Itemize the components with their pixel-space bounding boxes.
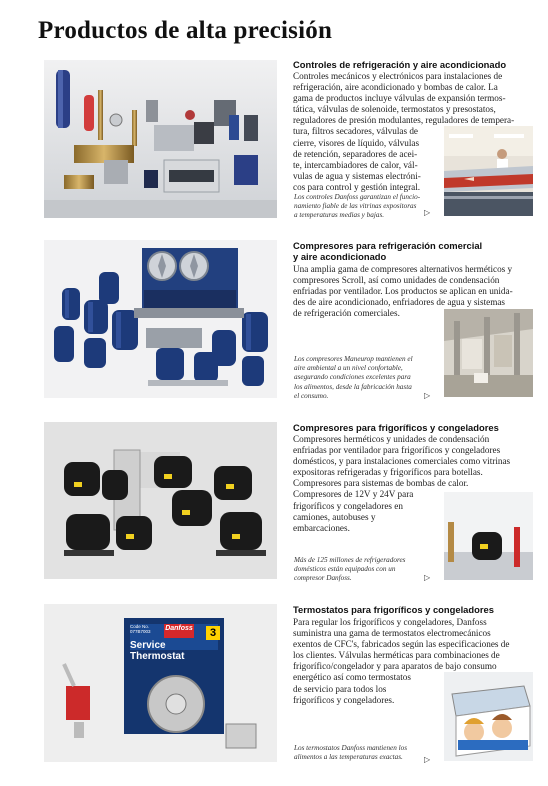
caption-line: Los termostatos Danfoss mantienen los [294, 744, 408, 752]
display-case-photo [444, 126, 533, 216]
body-line: te, intercambiadores de calor, vál- [293, 159, 418, 170]
package-brand-logo: Danfoss [165, 625, 193, 632]
body-line: energético así como termostatos [293, 672, 411, 683]
body-line: cos para control y gestión integral. [293, 181, 421, 192]
package-title: Service Thermostat [130, 640, 185, 662]
section-3-arrow-icon: ▷ [424, 573, 431, 582]
body-line: de refrigeración comerciales. [293, 308, 400, 319]
body-line: los clientes. Válvulas herméticas para combinaciones de [293, 650, 500, 661]
caption-line: aire ambiental a un nivel confortable, [294, 364, 403, 373]
package-code: Code No. 077B7003 [130, 624, 151, 634]
body-line: cierre, visores de líquido, válvulas [293, 137, 420, 148]
body-line: refrigeración, aire acondicionado y bombas de calor. La [293, 82, 498, 93]
body-line: gama de productos incluye válvulas de expansión termos- [293, 93, 506, 104]
section-2-heading [293, 240, 538, 262]
section-1-heading: Controles de refrigeración y aire acondicionado [293, 59, 507, 70]
body-line: enfriadas por ventilador para frigoríficos y congeladores [293, 445, 501, 456]
body-line: Compresores para sistemas de bombas de calor. [293, 478, 469, 489]
body-line: exentos de CFC's, fabricados según las especificaciones de [293, 639, 510, 650]
page-title: Productos de alta precisión [38, 17, 333, 44]
caption-line: domésticos están equipados con un [294, 565, 396, 574]
body-line: enfriadas por ventilador. Los productos se aplican en unida- [293, 286, 513, 297]
body-line: des de aire acondicionado, enfriadores de agua y sistemas [293, 297, 505, 308]
body-line: tática, válvulas de solenoide, termostatos y presostatos, [293, 104, 496, 115]
body-line: frigoríficos y congeladores en [293, 500, 403, 511]
household-compressors-photo [44, 422, 277, 579]
body-line: Para regular los frigoríficos y congeladores, Danfoss [293, 617, 487, 627]
body-line: de servicio para todos los [293, 683, 387, 694]
body-line: expositoras refrigeradas y frigoríficos para botellas. [293, 467, 483, 478]
body-line: domésticos, y para instalaciones comerciales como vitrinas [293, 456, 511, 467]
body-line: frigorífico/congelador y para aparatos de bajo consumo [293, 661, 497, 672]
section-4-caption [294, 744, 407, 762]
body-line: Controles mecánicos y electrónicos para instalaciones de [293, 71, 503, 81]
section-4-arrow-icon: ▷ [424, 755, 431, 764]
thermostats-photo [44, 604, 277, 762]
section-2-heading-text: Compresores para refrigeración comercial y aire acondicionado [293, 240, 483, 262]
body-line: frigoríficos y congeladores. [293, 694, 395, 705]
body-line: de retención, separadores de acei- [293, 148, 418, 159]
body-line: tura, filtros secadores, válvulas de [293, 126, 419, 137]
body-line: vulas de agua y sistemas electróni- [293, 170, 421, 181]
body-line: reguladores de presión modulantes, reguladores de tempera- [293, 115, 515, 126]
caption-line: Los compresores Maneurop mantienen el [294, 355, 413, 363]
caption-line: el consumo. [294, 391, 329, 400]
body-line: compresores Scroll, así como unidades de condensación [293, 275, 500, 286]
section-1-caption [294, 193, 420, 221]
section-1-arrow-icon: ▷ [424, 208, 431, 217]
caption-line: asegurando condiciones excelentes para [294, 373, 411, 382]
compressor-closeup-photo [444, 492, 533, 580]
body-line: suministra una gama de termostatos electromecánicos [293, 628, 491, 639]
commercial-compressors-photo [44, 240, 277, 398]
refrigeration-controls-photo [44, 60, 277, 218]
body-line: Compresores de 12V y 24V para [293, 489, 414, 500]
section-3-heading: Compresores para frigoríficos y congeladores [293, 422, 499, 433]
caption-line: Los controles Danfoss garantizan el funcio- [294, 193, 421, 201]
warehouse-photo [444, 309, 533, 397]
caption-line: los alimentos, desde la fabricación hasta [294, 382, 412, 391]
body-line: Compresores herméticos y unidades de condensación [293, 434, 490, 444]
section-2-arrow-icon: ▷ [424, 391, 431, 400]
caption-line: compresor Danfoss. [294, 574, 352, 583]
caption-line: Más de 125 millones de refrigeradores [294, 556, 406, 564]
caption-line: a temperaturas medias y bajas. [294, 211, 385, 220]
ice-cream-freezer-photo [444, 672, 533, 761]
body-line: embarcaciones. [293, 522, 350, 533]
section-3-caption [294, 556, 405, 584]
caption-line: namiento fiable de las vitrinas expositoras [294, 202, 417, 211]
body-line: camiones, autobuses y [293, 511, 376, 522]
section-4-heading: Termostatos para frigoríficos y congeladores [293, 604, 494, 615]
section-2-caption [294, 355, 413, 401]
body-line: Una amplia gama de compresores alternativos herméticos y [293, 264, 513, 274]
package-number: 3 [209, 627, 217, 639]
caption-line: alimentos a las temperaturas exactas. [294, 753, 403, 762]
